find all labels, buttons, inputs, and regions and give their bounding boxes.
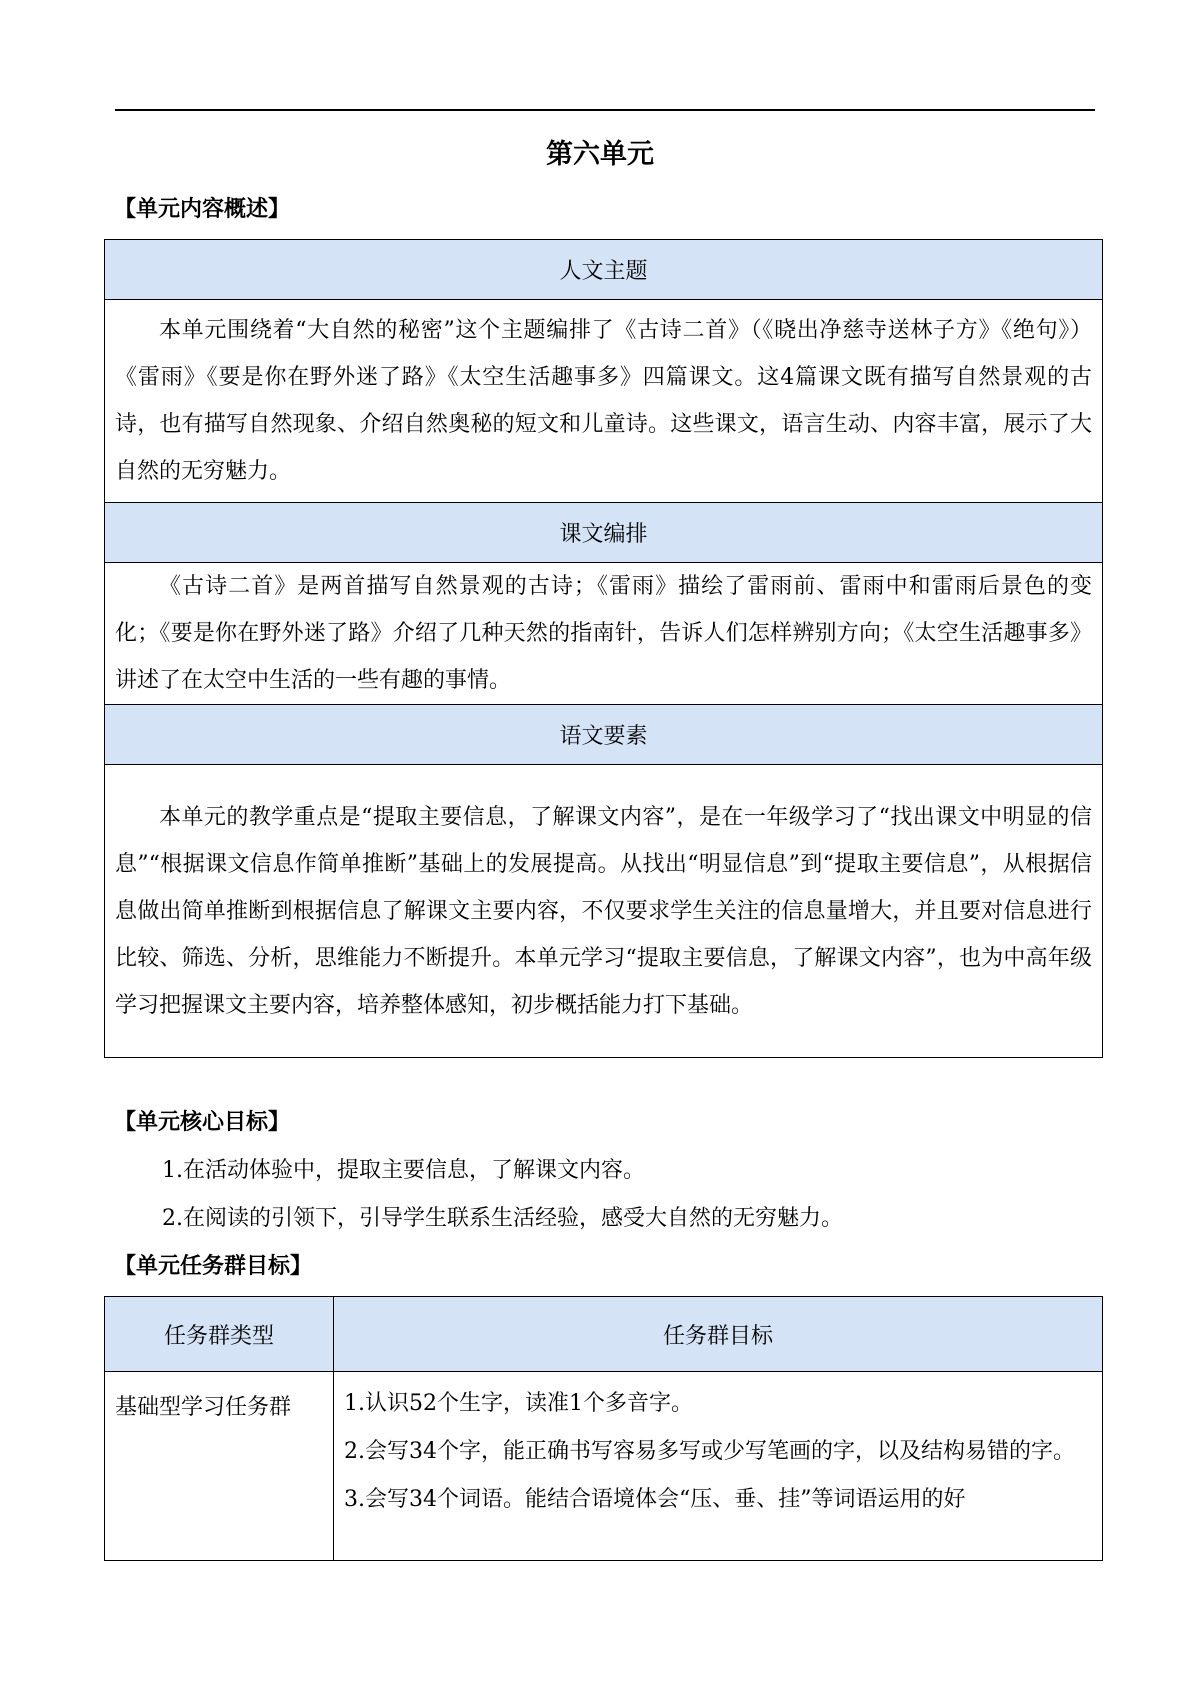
task-goals-heading: 【单元任务群目标】	[114, 1254, 313, 1279]
task-goal-item: 2.会写34个字，能正确书写容易多写或少写笔画的字，以及结构易错的字。	[344, 1439, 1075, 1464]
section-header-arrangement: 课文编排	[105, 503, 1103, 563]
task-goals-cell	[334, 1372, 1103, 1561]
section-header-theme: 人文主题	[105, 240, 1103, 300]
section-text-arrangement	[105, 563, 1103, 705]
section-text-elements	[105, 765, 1103, 1058]
column-header-type: 任务群类型	[105, 1297, 334, 1372]
top-rule	[115, 109, 1095, 111]
overview-heading: 【单元内容概述】	[114, 197, 291, 222]
section-text-theme	[105, 300, 1103, 503]
task-goals-table	[104, 1296, 1103, 1561]
section-paragraph: 本单元围绕着“大自然的秘密”这个主题编排了《古诗二首》（《晓出净慈寺送林子方》《绝句》）《雷雨》《要是你在野外迷了路》《太空生活趣事多》四篇课文。这4篇课文既有描写自然景观的古诗，也有描写自然现象、介绍自然奥秘的短文和儿童诗。这些课文，语言生动、内容丰富，展示了大自然的无穷魅力。	[115, 318, 1092, 484]
task-goal-item: 3.会写34个词语。能结合语境体会“压、垂、挂”等词语运用的好	[344, 1487, 966, 1512]
overview-table	[104, 239, 1103, 1058]
core-goal-item: 2.在阅读的引领下，引导学生联系生活经验，感受大自然的无穷魅力。	[162, 1206, 843, 1231]
section-header-elements: 语文要素	[105, 705, 1103, 765]
task-goal-item: 1.认识52个生字，读准1个多音字。	[344, 1391, 693, 1416]
page-title: 第六单元	[546, 139, 654, 170]
section-paragraph: 本单元的教学重点是“提取主要信息，了解课文内容”，是在一年级学习了“找出课文中明显的信息”“根据课文信息作简单推断”基础上的发展提高。从找出“明显信息”到“提取主要信息”，从根据信息做出简单推断到根据信息了解课文主要内容，不仅要求学生关注的信息量增大，并且要对信息进行比较、筛选、分析，思维能力不断提升。本单元学习“提取主要信息，了解课文内容”，也为中高年级学习把握课文主要内容，培养整体感知，初步概括能力打下基础。	[115, 804, 1092, 1018]
section-paragraph: 《古诗二首》是两首描写自然景观的古诗；《雷雨》描绘了雷雨前、雷雨中和雷雨后景色的变化；《要是你在野外迷了路》介绍了几种天然的指南针，告诉人们怎样辨别方向；《太空生活趣事多》讲述了在太空中生活的一些有趣的事情。	[115, 574, 1092, 693]
core-goal-item: 1.在活动体验中，提取主要信息，了解课文内容。	[162, 1158, 645, 1183]
table-row	[105, 1372, 1103, 1561]
core-goals-heading: 【单元核心目标】	[114, 1110, 291, 1135]
task-type-cell: 基础型学习任务群	[105, 1372, 334, 1561]
column-header-goal: 任务群目标	[334, 1297, 1103, 1372]
